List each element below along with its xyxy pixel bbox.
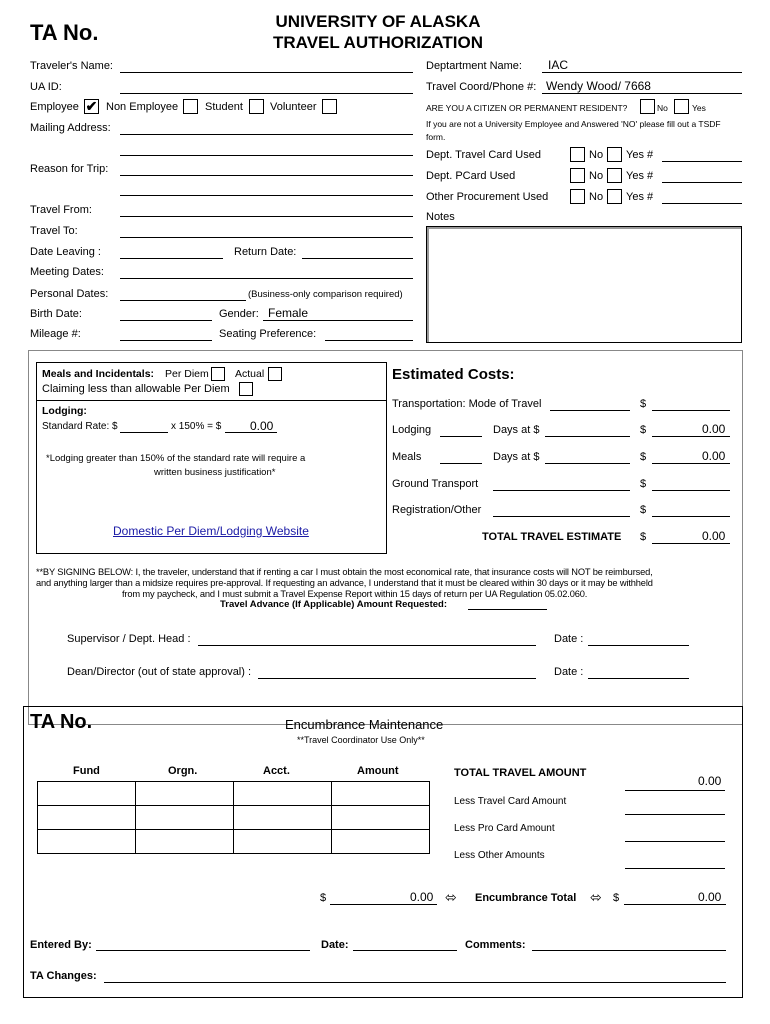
dean-label: Dean/Director (out of state approval) : <box>67 666 252 678</box>
lodging-estimate-label: Lodging <box>392 424 432 436</box>
travel-to-field[interactable] <box>120 237 413 238</box>
procurement-no-label: No <box>589 191 604 203</box>
dept-travel-card-label: Dept. Travel Card Used <box>426 149 541 161</box>
meals-dollar: $ <box>640 451 647 463</box>
pcard-yes-checkbox[interactable] <box>607 168 622 183</box>
meals-days-at-label: Days at $ <box>493 451 540 463</box>
col-amount-header: Amount <box>357 765 399 777</box>
signing-statement-line2: and anything larger than a midsize requires pre-approval. If requesting an advance, I understand that it must be cleared within 30 days or it may be withheld <box>36 578 653 588</box>
travel-to-label: Travel To: <box>30 225 78 237</box>
total-estimate-value: 0.00 <box>702 529 726 543</box>
non-employee-label: Non Employee <box>106 101 179 113</box>
citizen-yes-label: Yes <box>692 103 706 113</box>
notes-textarea[interactable] <box>426 226 742 343</box>
registration-cost-field[interactable] <box>652 516 730 517</box>
total-travel-amount-field[interactable] <box>625 790 725 791</box>
orgn-cell[interactable] <box>136 806 234 830</box>
procurement-number-field[interactable] <box>662 203 742 204</box>
amount-cell[interactable] <box>332 830 430 854</box>
citizen-yes-checkbox[interactable] <box>674 99 689 114</box>
less-pro-card-label: Less Pro Card Amount <box>454 823 555 834</box>
pcard-yes-label: Yes # <box>626 170 654 182</box>
registration-desc-field[interactable] <box>493 516 630 517</box>
meeting-dates-label: Meeting Dates: <box>30 266 104 278</box>
travelers-name-field[interactable] <box>120 72 413 73</box>
personal-dates-field[interactable] <box>120 300 246 301</box>
encumbrance-dollar: $ <box>613 892 620 904</box>
actual-label: Actual <box>235 368 265 380</box>
meals-total-value: 0.00 <box>702 449 726 463</box>
total-estimate-field[interactable] <box>652 543 730 544</box>
signing-statement-line3: from my paycheck, and I must submit a Travel Expense Report within 15 days of return per UA Regulation 05.02.060. <box>122 589 588 599</box>
travel-card-no-label: No <box>589 149 604 161</box>
date-leaving-label: Date Leaving : <box>30 246 101 258</box>
dept-pcard-label: Dept. PCard Used <box>426 170 516 182</box>
meals-rate-field[interactable] <box>545 463 630 464</box>
table-row <box>38 782 430 806</box>
notes-label: Notes <box>426 211 455 223</box>
claiming-less-label: Claiming less than allowable Per Diem <box>42 383 230 395</box>
entered-by-label: Entered By: <box>30 939 92 951</box>
less-other-field[interactable] <box>625 868 725 869</box>
less-travel-card-label: Less Travel Card Amount <box>454 796 567 807</box>
volunteer-label: Volunteer <box>270 101 317 113</box>
ta-changes-field[interactable] <box>104 982 726 983</box>
lodging-note-line2: written business justification* <box>154 467 276 478</box>
lodging-note-line1: *Lodging greater than 150% of the standard rate will require a <box>46 453 306 464</box>
lodging-total-value: 0.00 <box>702 422 726 436</box>
gender-value: Female <box>268 306 309 320</box>
form-title-line1: UNIVERSITY OF ALASKA <box>275 12 481 31</box>
student-checkbox[interactable] <box>249 99 264 114</box>
travel-card-yes-label: Yes # <box>626 149 654 161</box>
pcard-no-checkbox[interactable] <box>570 168 585 183</box>
per-diem-checkbox[interactable] <box>211 367 225 381</box>
ground-transport-cost-field[interactable] <box>652 490 730 491</box>
less-travel-card-field[interactable] <box>625 814 725 815</box>
student-label: Student <box>205 101 243 113</box>
fund-cell[interactable] <box>38 782 136 806</box>
personal-dates-label: Personal Dates: <box>30 288 109 300</box>
total-travel-amount-label: TOTAL TRAVEL AMOUNT <box>454 767 587 779</box>
col-acct-header: Acct. <box>263 765 290 777</box>
left-right-arrow-icon: ⬄ <box>445 889 457 905</box>
amount-total-value: 0.00 <box>410 890 434 904</box>
travel-from-field[interactable] <box>120 216 413 217</box>
birth-date-label: Birth Date: <box>30 308 82 320</box>
registration-other-label: Registration/Other <box>392 504 482 516</box>
reason-for-trip-field-2[interactable] <box>120 195 413 196</box>
transportation-cost-field[interactable] <box>652 410 730 411</box>
department-name-value: IAC <box>548 58 569 72</box>
mailing-address-field-1[interactable] <box>120 134 413 135</box>
standard-rate-label: Standard Rate: $ <box>42 421 118 432</box>
transportation-dollar: $ <box>640 398 647 410</box>
encumbrance-table <box>37 781 430 854</box>
col-fund-header: Fund <box>73 765 100 777</box>
citizen-no-label: No <box>657 103 668 113</box>
travel-advance-label: Travel Advance (If Applicable) Amount Requested: <box>220 599 447 610</box>
col-orgn-header: Orgn. <box>168 765 198 777</box>
fund-cell[interactable] <box>38 806 136 830</box>
per-diem-website-link[interactable]: Domestic Per Diem/Lodging Website <box>113 524 309 538</box>
ua-id-field[interactable] <box>120 93 413 94</box>
birth-date-field[interactable] <box>120 320 212 321</box>
meals-days-field[interactable] <box>440 463 482 464</box>
encumbrance-total-field[interactable] <box>624 904 726 905</box>
comments-label: Comments: <box>465 939 526 951</box>
ground-transport-label: Ground Transport <box>392 478 479 490</box>
estimated-costs-title: Estimated Costs: <box>392 366 515 383</box>
per-diem-label: Per Diem <box>165 368 209 380</box>
dean-signature-field[interactable] <box>258 678 536 679</box>
lodging-rate-field[interactable] <box>545 436 630 437</box>
table-row <box>38 830 430 854</box>
reason-for-trip-field-1[interactable] <box>120 175 413 176</box>
travel-coord-field[interactable] <box>542 93 742 94</box>
pcard-no-label: No <box>589 170 604 182</box>
dean-date-label: Date : <box>554 666 584 678</box>
ua-id-label: UA ID: <box>30 81 62 93</box>
return-date-field[interactable] <box>302 258 413 259</box>
less-other-label: Less Other Amounts <box>454 850 545 861</box>
entered-date-label: Date: <box>321 939 349 951</box>
acct-cell[interactable] <box>234 830 332 854</box>
reason-for-trip-label: Reason for Trip: <box>30 163 109 175</box>
seating-preference-field[interactable] <box>325 340 413 341</box>
encumbrance-title: Encumbrance Maintenance <box>285 717 444 732</box>
meals-total-field[interactable] <box>652 463 730 464</box>
travel-card-yes-checkbox[interactable] <box>607 147 622 162</box>
travel-coord-value: Wendy Wood/ 7668 <box>546 79 651 93</box>
mailing-address-label: Mailing Address: <box>30 122 111 134</box>
gender-field[interactable] <box>263 320 413 321</box>
entered-date-field[interactable] <box>353 950 457 951</box>
ground-transport-desc-field[interactable] <box>493 490 630 491</box>
lodging-nights-field[interactable] <box>440 436 482 437</box>
travel-coord-label: Travel Coord/Phone #: <box>426 81 537 93</box>
encumbrance-subtitle: **Travel Coordinator Use Only** <box>297 735 425 745</box>
supervisor-date-field[interactable] <box>588 645 689 646</box>
signing-statement-line1: **BY SIGNING BELOW: I, the traveler, understand that if renting a car I must obtain the most economical rate, that insurance costs will NOT be reimbursed, <box>36 567 653 577</box>
lodging-max-value: 0.00 <box>250 419 274 433</box>
mileage-field[interactable] <box>120 340 212 341</box>
procurement-yes-label: Yes # <box>626 191 654 203</box>
encumbrance-total-label: Encumbrance Total <box>475 892 577 904</box>
amount-cell[interactable] <box>332 782 430 806</box>
meals-estimate-label: Meals <box>392 451 422 463</box>
standard-rate-field[interactable] <box>120 432 168 433</box>
non-employee-checkbox[interactable] <box>183 99 198 114</box>
orgn-cell[interactable] <box>136 830 234 854</box>
seating-preference-label: Seating Preference: <box>219 328 317 340</box>
employee-label: Employee <box>30 101 79 113</box>
claiming-less-checkbox[interactable] <box>239 382 253 396</box>
fund-cell[interactable] <box>38 830 136 854</box>
entered-by-field[interactable] <box>96 950 310 951</box>
meeting-dates-field[interactable] <box>120 278 413 279</box>
amount-total-field[interactable] <box>330 904 437 905</box>
encumbrance-total-value: 0.00 <box>698 890 722 904</box>
meals-divider <box>36 400 387 401</box>
encumbrance-ta-number-label: TA No. <box>30 711 93 733</box>
less-pro-card-field[interactable] <box>625 841 725 842</box>
gender-label: Gender: <box>219 308 259 320</box>
procurement-yes-checkbox[interactable] <box>607 189 622 204</box>
acct-cell[interactable] <box>234 782 332 806</box>
procurement-no-checkbox[interactable] <box>570 189 585 204</box>
comments-field[interactable] <box>532 950 726 951</box>
dean-date-field[interactable] <box>588 678 689 679</box>
citizen-question: ARE YOU A CITIZEN OR PERMANENT RESIDENT? <box>426 103 628 113</box>
supervisor-date-label: Date : <box>554 633 584 645</box>
lodging-total-field[interactable] <box>652 436 730 437</box>
travel-advance-field[interactable] <box>468 609 547 610</box>
acct-cell[interactable] <box>234 806 332 830</box>
lodging-label: Lodging: <box>42 405 87 417</box>
total-travel-estimate-label: TOTAL TRAVEL ESTIMATE <box>482 531 622 543</box>
date-leaving-field[interactable] <box>120 258 223 259</box>
transportation-label: Transportation: Mode of Travel <box>392 398 542 410</box>
amount-cell[interactable] <box>332 806 430 830</box>
table-row <box>38 806 430 830</box>
meals-incidentals-label: Meals and Incidentals: <box>42 368 155 380</box>
tsdf-note-line2: form. <box>426 132 446 142</box>
lodging-days-at-label: Days at $ <box>493 424 540 436</box>
pcard-number-field[interactable] <box>662 182 742 183</box>
ta-changes-label: TA Changes: <box>30 970 97 982</box>
total-estimate-dollar: $ <box>640 531 647 543</box>
department-name-field[interactable] <box>542 72 742 73</box>
travelers-name-label: Traveler's Name: <box>30 60 113 72</box>
actual-checkbox[interactable] <box>268 367 282 381</box>
form-title-line2: TRAVEL AUTHORIZATION <box>273 33 483 52</box>
left-right-arrow-icon: ⬄ <box>590 889 602 905</box>
mileage-label: Mileage #: <box>30 328 81 340</box>
supervisor-label: Supervisor / Dept. Head : <box>67 633 191 645</box>
return-date-label: Return Date: <box>234 246 297 258</box>
orgn-cell[interactable] <box>136 782 234 806</box>
total-travel-amount-value: 0.00 <box>698 774 722 788</box>
volunteer-checkbox[interactable] <box>322 99 337 114</box>
department-name-label: Deptartment Name: <box>426 60 522 72</box>
tsdf-note-line1: If you are not a University Employee and Answered 'NO' please fill out a TSDF <box>426 119 721 129</box>
mailing-address-field-2[interactable] <box>120 155 413 156</box>
lodging-dollar: $ <box>640 424 647 436</box>
business-only-note: (Business-only comparison required) <box>248 289 403 300</box>
mode-of-travel-field[interactable] <box>550 410 630 411</box>
ta-number-label: TA No. <box>30 20 99 45</box>
amount-dollar: $ <box>320 892 327 904</box>
employee-checkbox[interactable]: ✔ <box>85 98 98 114</box>
registration-dollar: $ <box>640 504 647 516</box>
travel-card-number-field[interactable] <box>662 161 742 162</box>
citizen-no-checkbox[interactable] <box>640 99 655 114</box>
travel-from-label: Travel From: <box>30 204 92 216</box>
travel-card-no-checkbox[interactable] <box>570 147 585 162</box>
supervisor-signature-field[interactable] <box>198 645 536 646</box>
x150-label: x 150% = $ <box>171 421 222 432</box>
other-procurement-label: Other Procurement Used <box>426 191 549 203</box>
ground-transport-dollar: $ <box>640 478 647 490</box>
